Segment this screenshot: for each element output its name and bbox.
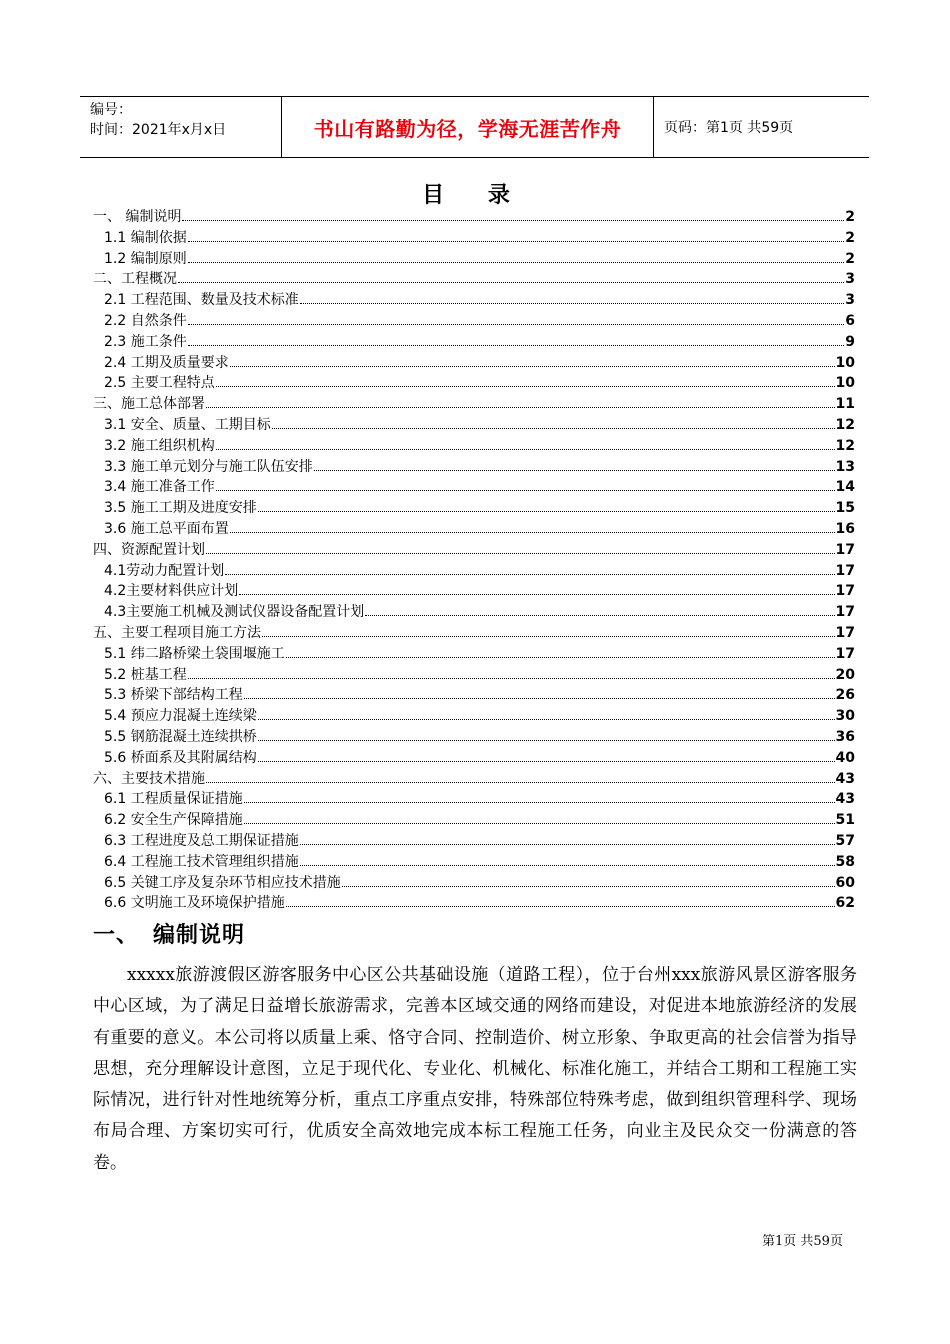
toc-title: 目 录 bbox=[422, 182, 528, 208]
toc-entry-label: 6.3 工程进度及总工期保证措施 bbox=[104, 832, 299, 849]
toc-dot-leader bbox=[300, 864, 835, 866]
document-time-label: 时间：2021年x月x日 bbox=[90, 122, 227, 138]
toc-entry[interactable] bbox=[93, 415, 855, 436]
toc-dot-leader bbox=[188, 677, 835, 679]
toc-entry-page: 12 bbox=[835, 437, 855, 454]
toc-dot-leader bbox=[230, 365, 835, 367]
toc-entry[interactable] bbox=[93, 353, 855, 374]
toc-dot-leader bbox=[188, 323, 845, 325]
toc-entry[interactable] bbox=[93, 561, 855, 582]
toc-dot-leader bbox=[272, 427, 835, 429]
toc-entry-label: 六、主要技术措施 bbox=[93, 770, 205, 787]
toc-entry-page: 17 bbox=[835, 604, 855, 621]
toc-entry[interactable] bbox=[93, 373, 855, 394]
toc-entry-label: 3.4 施工准备工作 bbox=[104, 479, 215, 496]
toc-entry-label: 6.4 工程施工技术管理组织措施 bbox=[104, 853, 299, 870]
toc-entry-page: 17 bbox=[835, 624, 855, 641]
toc-entry-label: 5.1 纬二路桥梁土袋围堰施工 bbox=[104, 645, 285, 662]
toc-entry-label: 1.2 编制原则 bbox=[104, 250, 187, 267]
toc-entry-page: 43 bbox=[835, 770, 855, 787]
toc-entry-page: 2 bbox=[845, 209, 855, 225]
toc-entry-label: 1.1 编制依据 bbox=[104, 229, 187, 246]
toc-entry[interactable] bbox=[93, 644, 855, 665]
header-meta bbox=[80, 97, 282, 157]
section-heading bbox=[93, 918, 245, 949]
section-number: 一、 bbox=[93, 923, 140, 948]
toc-dot-leader bbox=[206, 406, 835, 408]
toc-entry-label: 5.2 桩基工程 bbox=[104, 666, 187, 683]
toc-entry[interactable] bbox=[93, 789, 855, 810]
section-paragraph: xxxxx旅游渡假区游客服务中心区公共基础设施（道路工程），位于台州xxx旅游风景区游客服务中心区域，为了满足日益增长旅游需求，完善本区域交通的网络而建设，对促进本地旅游经济的发展有重要的意义。本公司将以质量上乘、恪守合同、控制造价、树立形象、争取更高的社会信誉为指导思想，充分理解设计意图，立足于现代化、专业化、机械化、标准化施工，并结合工期和工程施工实际情况，进行针对性地统筹分析，重点工序重点安排，特殊部位特殊考虑，做到组织管理科学、现场布局合理、方案切实可行，优质安全高效地完成本标工程施工任务，向业主及民众交一份满意的答卷。 bbox=[93, 965, 857, 1173]
toc-entry-label: 2.1 工程范围、数量及技术标准 bbox=[104, 292, 299, 309]
toc-entry[interactable] bbox=[93, 477, 855, 498]
toc-entry[interactable] bbox=[93, 228, 855, 249]
toc-entry-page: 10 bbox=[835, 354, 855, 371]
toc-entry-label: 4.3主要施工机械及测试仪器设备配置计划 bbox=[104, 604, 365, 621]
toc-entry[interactable] bbox=[93, 706, 855, 727]
toc-entry-label: 4.2主要材料供应计划 bbox=[104, 583, 239, 600]
toc-entry[interactable] bbox=[93, 831, 855, 852]
toc-dot-leader bbox=[258, 739, 835, 741]
toc-entry-page: 6 bbox=[845, 312, 855, 329]
toc-entry-page: 57 bbox=[835, 832, 855, 849]
toc-entry-page: 20 bbox=[835, 666, 855, 683]
toc-entry-label: 一、 编制说明 bbox=[93, 209, 182, 225]
toc-entry-label: 5.4 预应力混凝土连续梁 bbox=[104, 708, 257, 725]
toc-entry[interactable] bbox=[93, 727, 855, 748]
toc-dot-leader bbox=[206, 552, 835, 554]
toc-entry-label: 三、施工总体部署 bbox=[93, 396, 205, 413]
toc-entry-label: 五、主要工程项目施工方法 bbox=[93, 624, 261, 641]
toc-dot-leader bbox=[216, 385, 835, 387]
toc-dot-leader bbox=[286, 905, 835, 907]
toc-entry-label: 3.2 施工组织机构 bbox=[104, 437, 215, 454]
toc-dot-leader bbox=[286, 656, 835, 658]
toc-entry-page: 16 bbox=[835, 520, 855, 537]
toc-entry-page: 40 bbox=[835, 749, 855, 766]
toc-entry[interactable] bbox=[93, 665, 855, 686]
toc-entry[interactable] bbox=[93, 311, 855, 332]
page-footer: 第1页 共59页 bbox=[762, 1234, 843, 1249]
toc-entry[interactable] bbox=[93, 269, 855, 290]
toc-entry-page: 17 bbox=[835, 583, 855, 600]
page-header bbox=[80, 96, 869, 158]
toc-entry[interactable] bbox=[93, 623, 855, 644]
toc-entry-page: 12 bbox=[835, 416, 855, 433]
toc-entry-page: 43 bbox=[835, 791, 855, 808]
toc-entry-label: 二、工程概况 bbox=[93, 271, 177, 288]
toc-entry-page: 3 bbox=[845, 271, 855, 288]
toc-dot-leader bbox=[342, 885, 835, 887]
header-page-label: 页码：第1页 共59页 bbox=[664, 120, 794, 136]
toc-entry-label: 3.5 施工工期及进度安排 bbox=[104, 500, 257, 517]
toc-entry[interactable] bbox=[93, 602, 855, 623]
toc-entry-page: 11 bbox=[835, 396, 855, 413]
table-of-contents bbox=[93, 207, 855, 914]
toc-dot-leader bbox=[262, 635, 835, 637]
toc-entry[interactable] bbox=[93, 290, 855, 311]
toc-entry[interactable] bbox=[93, 852, 855, 873]
toc-entry-page: 10 bbox=[835, 375, 855, 392]
toc-dot-leader bbox=[244, 697, 835, 699]
toc-entry[interactable] bbox=[93, 873, 855, 894]
toc-dot-leader bbox=[230, 531, 835, 533]
toc-entry[interactable] bbox=[93, 249, 855, 270]
toc-dot-leader bbox=[258, 760, 835, 762]
toc-dot-leader bbox=[178, 281, 844, 283]
toc-entry[interactable] bbox=[93, 893, 855, 914]
toc-entry-label: 2.2 自然条件 bbox=[104, 312, 187, 329]
toc-dot-leader bbox=[225, 573, 834, 575]
section-title: 编制说明 bbox=[153, 923, 246, 948]
toc-entry-label: 3.6 施工总平面布置 bbox=[104, 520, 229, 537]
toc-entry[interactable] bbox=[93, 810, 855, 831]
header-motto: 书山有路勤为径，学海无涯苦作舟 bbox=[282, 97, 654, 157]
toc-entry-page: 62 bbox=[835, 895, 855, 912]
toc-entry-page: 15 bbox=[835, 500, 855, 517]
toc-entry-label: 2.3 施工条件 bbox=[104, 333, 187, 350]
toc-entry-label: 四、资源配置计划 bbox=[93, 541, 205, 558]
toc-entry-page: 3 bbox=[845, 292, 855, 309]
toc-entry-label: 4.1劳动力配置计划 bbox=[104, 562, 225, 579]
toc-dot-leader bbox=[216, 448, 835, 450]
toc-dot-leader bbox=[300, 843, 835, 845]
toc-entry-page: 60 bbox=[835, 874, 855, 891]
toc-entry-page: 17 bbox=[835, 645, 855, 662]
toc-entry[interactable] bbox=[93, 769, 855, 790]
toc-entry-page: 17 bbox=[835, 562, 855, 579]
toc-dot-leader bbox=[216, 489, 835, 491]
toc-dot-leader bbox=[182, 219, 844, 221]
toc-entry-page: 2 bbox=[845, 250, 855, 267]
toc-entry[interactable] bbox=[93, 394, 855, 415]
toc-dot-leader bbox=[206, 781, 835, 783]
toc-dot-leader bbox=[188, 240, 845, 242]
toc-entry[interactable] bbox=[93, 457, 855, 478]
toc-entry[interactable] bbox=[93, 498, 855, 519]
toc-entry[interactable] bbox=[93, 581, 855, 602]
toc-entry[interactable] bbox=[93, 436, 855, 457]
toc-entry-label: 3.1 安全、质量、工期目标 bbox=[104, 416, 271, 433]
toc-entry-label: 2.5 主要工程特点 bbox=[104, 375, 215, 392]
toc-dot-leader bbox=[365, 614, 834, 616]
document-number-label: 编号： bbox=[90, 102, 132, 118]
toc-entry-page: 58 bbox=[835, 853, 855, 870]
toc-entry-page: 26 bbox=[835, 687, 855, 704]
toc-dot-leader bbox=[239, 593, 834, 595]
toc-entry-label: 6.2 安全生产保障措施 bbox=[104, 812, 243, 829]
toc-entry-label: 3.3 施工单元划分与施工队伍安排 bbox=[104, 458, 313, 475]
toc-entry-page: 51 bbox=[835, 812, 855, 829]
toc-entry-label: 6.5 关键工序及复杂环节相应技术措施 bbox=[104, 874, 341, 891]
toc-entry-label: 5.5 钢筋混凝土连续拱桥 bbox=[104, 728, 257, 745]
toc-dot-leader bbox=[314, 469, 835, 471]
toc-entry-label: 6.1 工程质量保证措施 bbox=[104, 791, 243, 808]
toc-entry[interactable] bbox=[93, 685, 855, 706]
toc-dot-leader bbox=[188, 344, 845, 346]
toc-dot-leader bbox=[300, 302, 845, 304]
toc-dot-leader bbox=[244, 801, 835, 803]
toc-entry-page: 13 bbox=[835, 458, 855, 475]
toc-entry-page: 30 bbox=[835, 708, 855, 725]
toc-entry-page: 14 bbox=[835, 479, 855, 496]
toc-entry-page: 9 bbox=[845, 333, 855, 350]
toc-entry-label: 5.3 桥梁下部结构工程 bbox=[104, 687, 243, 704]
toc-entry[interactable] bbox=[93, 519, 855, 540]
toc-dot-leader bbox=[188, 261, 845, 263]
toc-entry[interactable] bbox=[93, 207, 855, 228]
toc-entry[interactable] bbox=[93, 748, 855, 769]
toc-entry-page: 36 bbox=[835, 728, 855, 745]
toc-entry-label: 6.6 文明施工及环境保护措施 bbox=[104, 895, 285, 912]
toc-dot-leader bbox=[244, 822, 835, 824]
toc-entry-page: 2 bbox=[845, 229, 855, 246]
toc-entry[interactable] bbox=[93, 540, 855, 561]
toc-entry-label: 2.4 工期及质量要求 bbox=[104, 354, 229, 371]
toc-entry[interactable] bbox=[93, 332, 855, 353]
toc-dot-leader bbox=[258, 718, 835, 720]
toc-entry-label: 5.6 桥面系及其附属结构 bbox=[104, 749, 257, 766]
toc-dot-leader bbox=[258, 510, 835, 512]
toc-entry-page: 17 bbox=[835, 541, 855, 558]
